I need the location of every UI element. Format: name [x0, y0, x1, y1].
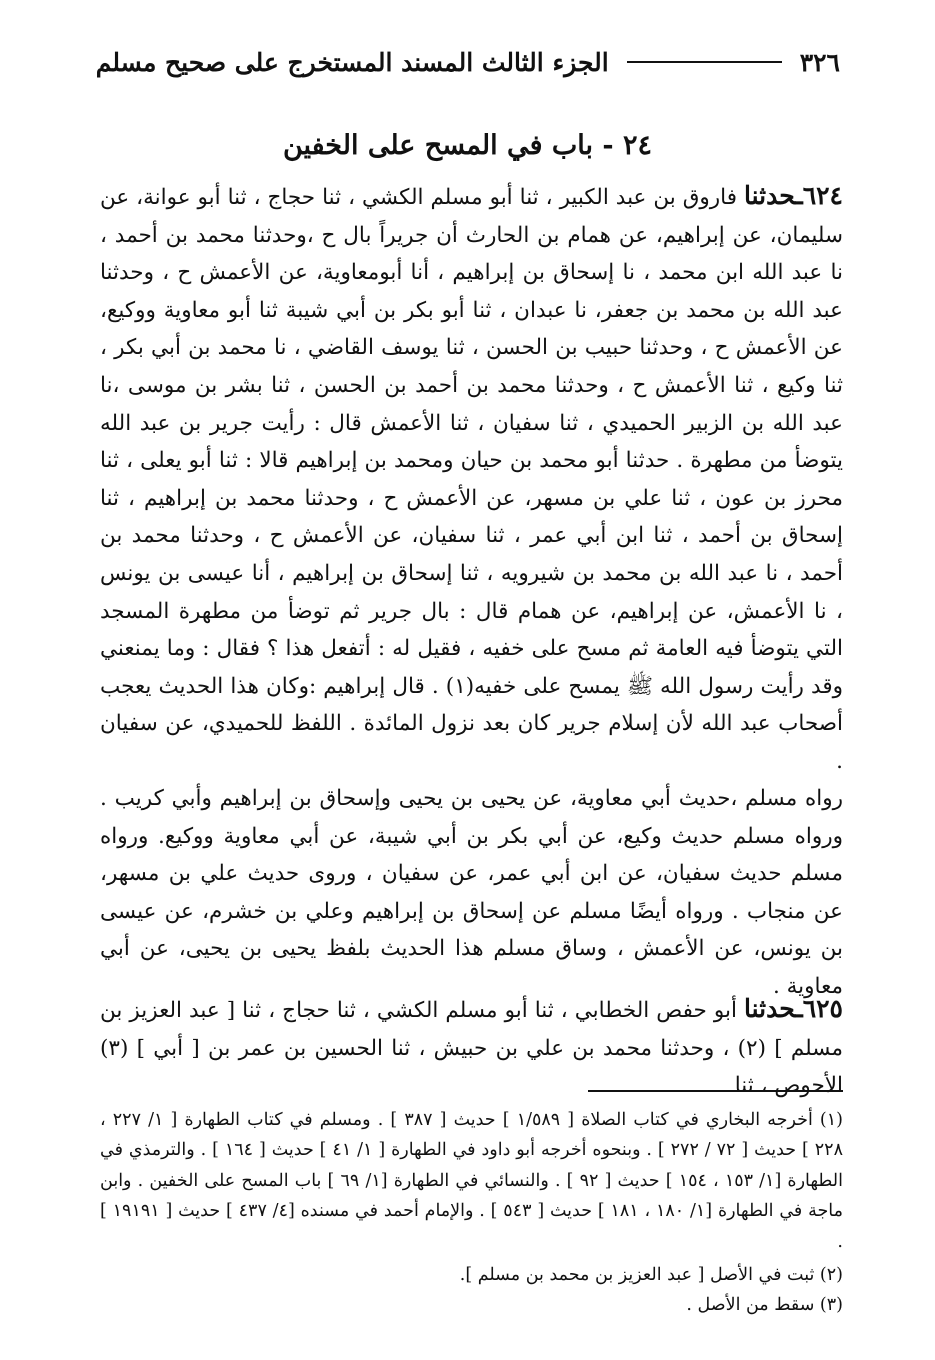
footnote-separator — [588, 1090, 843, 1092]
chapter-title: ٢٤ - باب في المسح على الخفين — [282, 130, 653, 161]
takhrij-text: رواه مسلم ،حديث أبي معاوية، عن يحيى بن يحيى وإسحاق بن إبراهيم وأبي كريب . ورواه مسلم حديث وكيع، عن أبي بكر بن أبي شيبة، عن أبي معاوية ووكيع. ورواه مسلم حديث سفيان، عن ابن أبي عمر، عن سفيان ، وروى حديث علي بن مسهر، عن منجاب . ورواه أيضًا مسلم عن إسحاق بن إبراهيم وعلي بن خشرم، عن عيسى بن يونس، عن الأعمش ، وساق مسلم هذا الحديث بلفظ يحيى بن يحيى، عن أبي معاوية . — [100, 786, 843, 999]
takhrij-paragraph — [100, 780, 843, 1006]
hadith-number-label: ٦٢٥ـحدثنا — [743, 994, 843, 1023]
book-title: الجزء الثالث المسند المستخرج على صحيح مسلم — [95, 47, 609, 77]
footnotes — [100, 1105, 843, 1321]
footnote-3: (٣) سقط من الأصل . — [686, 1295, 843, 1316]
hadith-number-label: ٦٢٤ـحدثنا — [743, 181, 843, 210]
footnote-2: (٢) ثبت في الأصل [ عبد العزيز بن محمد بن مسلم ]. — [459, 1265, 843, 1286]
hadith-624 — [100, 177, 843, 781]
footnote-1: (١) أخرجه البخاري في كتاب الصلاة [ ١/٥٨٩ ] حديث [ ٣٨٧ ] . ومسلم في كتاب الطهارة [ ١/ ٢٢٧ ، ٢٢٨ ] حديث [ ٧٢ / ٢٧٢ ] . وبنحوه أخرجه أبو داود في الطهارة [ ١/ ٤١ ] حديث [ ١٦٤ ] . والترمذي في الطهارة [١/ ١٥٣ ، ١٥٤ ] حديث [ ٩٢ ] . والنسائي في الطهارة [١/ ٦٩ ] باب المسح على الخفين . وابن ماجة في الطهارة [١/ ١٨٠ ، ١٨١ ] حديث [ ٥٤٣ ] . والإمام أحمد في مسنده [٤/ ٤٣٧ ] حديث [ ١٩١٩١ ] . — [100, 1110, 843, 1252]
header-rule — [627, 61, 782, 63]
page-number: ٣٢٦ — [799, 47, 840, 77]
hadith-text: أبو حفص الخطابي ، ثنا أبو مسلم الكشي ، ثنا حجاج ، ثنا [ عبد العزيز بن مسلم ] (٢) ، وحدثنا محمد بن علي بن حبيش ، ثنا الحسين بن عمر بن [ أبي ] (٣) الأحوص ، ثنا — [100, 998, 843, 1099]
hadith-625 — [100, 990, 843, 1105]
hadith-text: فاروق بن عبد الكبير ، ثنا أبو مسلم الكشي ، ثنا حجاج ، ثنا أبو عوانة، عن سليمان، عن إبراهيم، عن همام بن الحارث أن جريراً بال ح ،وحدثنا محمد بن أحمد ، نا عبد الله ابن محمد ، نا إسحاق بن إبراهيم ، أنا أبومعاوية، عن الأعمش ح ، وحدثنا عبد الله بن محمد بن جعفر، نا عبدان ، ثنا أبو بكر بن أبي شيبة ثنا أبو معاوية ووكيع، عن الأعمش ح ، وحدثنا حبيب بن الحسن ، ثنا يوسف القاضي ، نا محمد بن أبي بكر ، ثنا وكيع ، ثنا الأعمش ح ، وحدثنا محمد بن أحمد بن الحسن ، ثنا بشر بن موسى ،نا عبد الله بن الزبير الحميدي ، ثنا سفيان ، ثنا الأعمش قال : رأيت جرير بن عبد الله يتوضأ من مطهرة . حدثنا أبو محمد بن حيان ومحمد بن إبراهيم قالا : ثنا أبو يعلى ، ثنا محرز بن عون ، ثنا علي بن مسهر، عن الأعمش ح ، وحدثنا محمد بن إبراهيم ، ثنا إسحاق بن أحمد ، ثنا ابن أبي عمر ، ثنا سفيان، عن الأعمش ح ، وحدثنا محمد بن أحمد ، نا عبد الله بن محمد بن شيرويه ، ثنا إسحاق بن إبراهيم ، أنا عيسى بن يونس ، نا الأعمش، عن إبراهيم، عن همام قال : بال جرير ثم توضأ من مطهرة المسجد التي يتوضأ فيه العامة ثم مسح على خفيه ، فقيل له : أتفعل هذا ؟ فقال : وما يمنعني وقد رأيت رسول الله ﷺ يمسح على خفيه(١) . قال إبراهيم :وكان هذا الحديث يعجب أصحاب عبد الله لأن إسلام جرير كان بعد نزول المائدة . اللفظ للحميدي، عن سفيان . — [100, 185, 843, 774]
running-header — [92, 32, 840, 92]
